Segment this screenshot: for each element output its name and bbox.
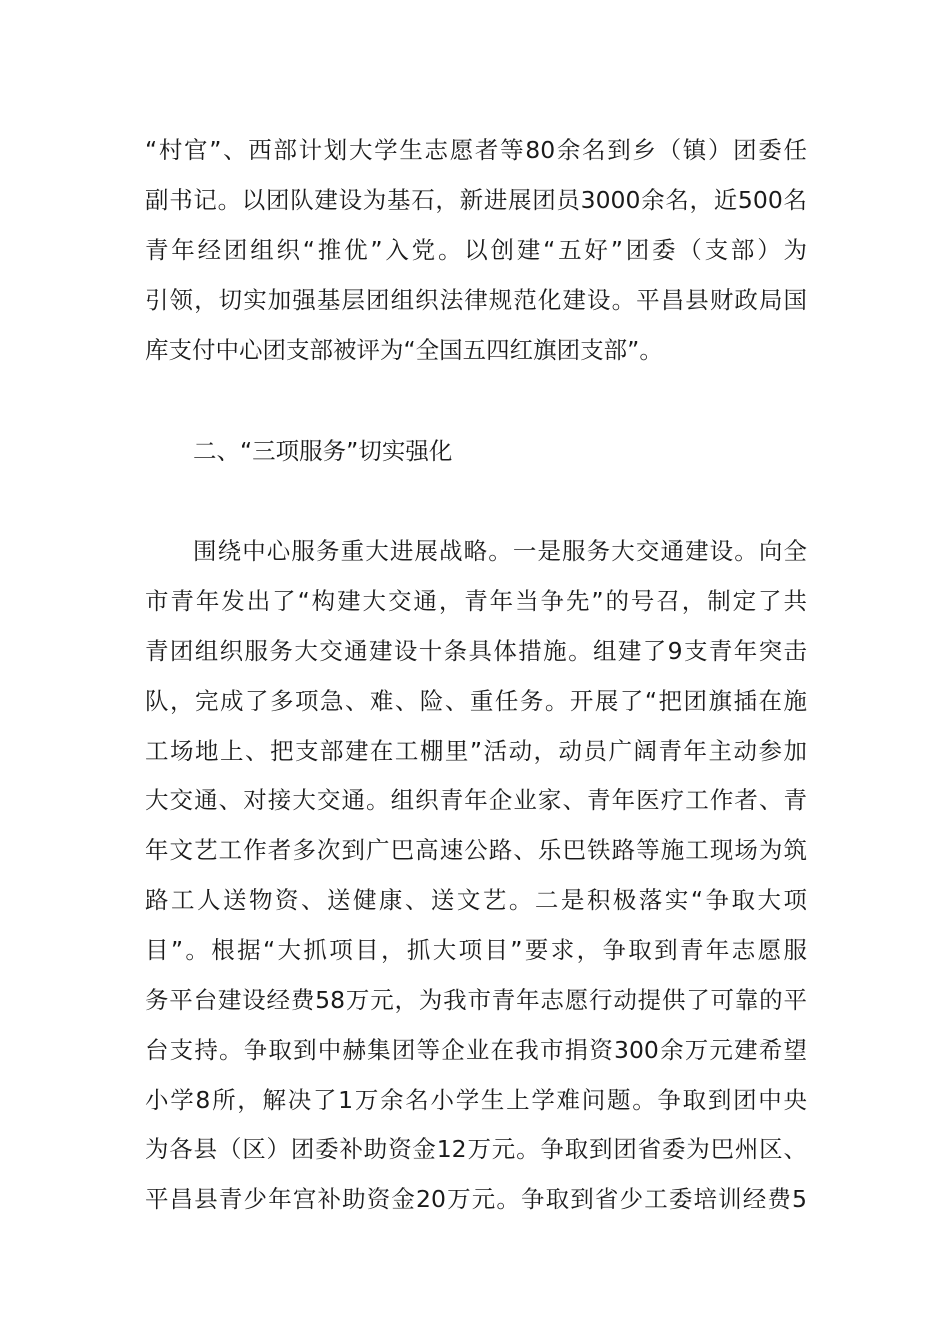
paragraph-2-line-10: 务平台建设经费58万元，为我市青年志愿行动提供了可靠的平 bbox=[145, 986, 807, 1014]
paragraph-2-line-2: 市青年发出了“构建大交通，青年当争先”的号召，制定了共 bbox=[145, 587, 807, 615]
paragraph-2-line-13: 为各县（区）团委补助资金12万元。争取到团省委为巴州区、 bbox=[145, 1135, 807, 1163]
section-heading: 二、“三项服务”切实强化 bbox=[193, 437, 453, 465]
paragraph-2-line-5: 工场地上、把支部建在工棚里”活动，动员广阔青年主动参加 bbox=[145, 737, 807, 765]
paragraph-1-line-3: 青年经团组织“推优”入党。以创建“五好”团委（支部）为 bbox=[145, 236, 807, 264]
paragraph-2-line-11: 台支持。争取到中赫集团等企业在我市捐资300余万元建希望 bbox=[145, 1036, 807, 1064]
paragraph-2-line-7: 年文艺工作者多次到广巴高速公路、乐巴铁路等施工现场为筑 bbox=[145, 836, 807, 864]
paragraph-2-line-14: 平昌县青少年宫补助资金20万元。争取到省少工委培训经费5 bbox=[145, 1185, 807, 1213]
paragraph-2-line-1: 围绕中心服务重大进展战略。一是服务大交通建设。向全 bbox=[193, 537, 807, 565]
paragraph-2-line-6: 大交通、对接大交通。组织青年企业家、青年医疗工作者、青 bbox=[145, 786, 807, 814]
paragraph-1-line-1: “村官”、西部计划大学生志愿者等80余名到乡（镇）团委任 bbox=[145, 136, 807, 164]
paragraph-2-line-12: 小学8所，解决了1万余名小学生上学难问题。争取到团中央 bbox=[145, 1086, 807, 1114]
paragraph-1-line-2: 副书记。以团队建设为基石，新进展团员3000余名，近500名 bbox=[145, 186, 807, 214]
paragraph-2-line-4: 队，完成了多项急、难、险、重任务。开展了“把团旗插在施 bbox=[145, 687, 807, 715]
paragraph-2-line-8: 路工人送物资、送健康、送文艺。二是积极落实“争取大项 bbox=[145, 886, 807, 914]
paragraph-1-line-4: 引领，切实加强基层团组织法律规范化建设。平昌县财政局国 bbox=[145, 286, 807, 314]
paragraph-2-line-9: 目”。根据“大抓项目，抓大项目”要求，争取到青年志愿服 bbox=[145, 936, 807, 964]
paragraph-2-line-3: 青团组织服务大交通建设十条具体措施。组建了9支青年突击 bbox=[145, 637, 807, 665]
paragraph-1-line-5: 库支付中心团支部被评为“全国五四红旗团支部”。 bbox=[145, 336, 663, 364]
